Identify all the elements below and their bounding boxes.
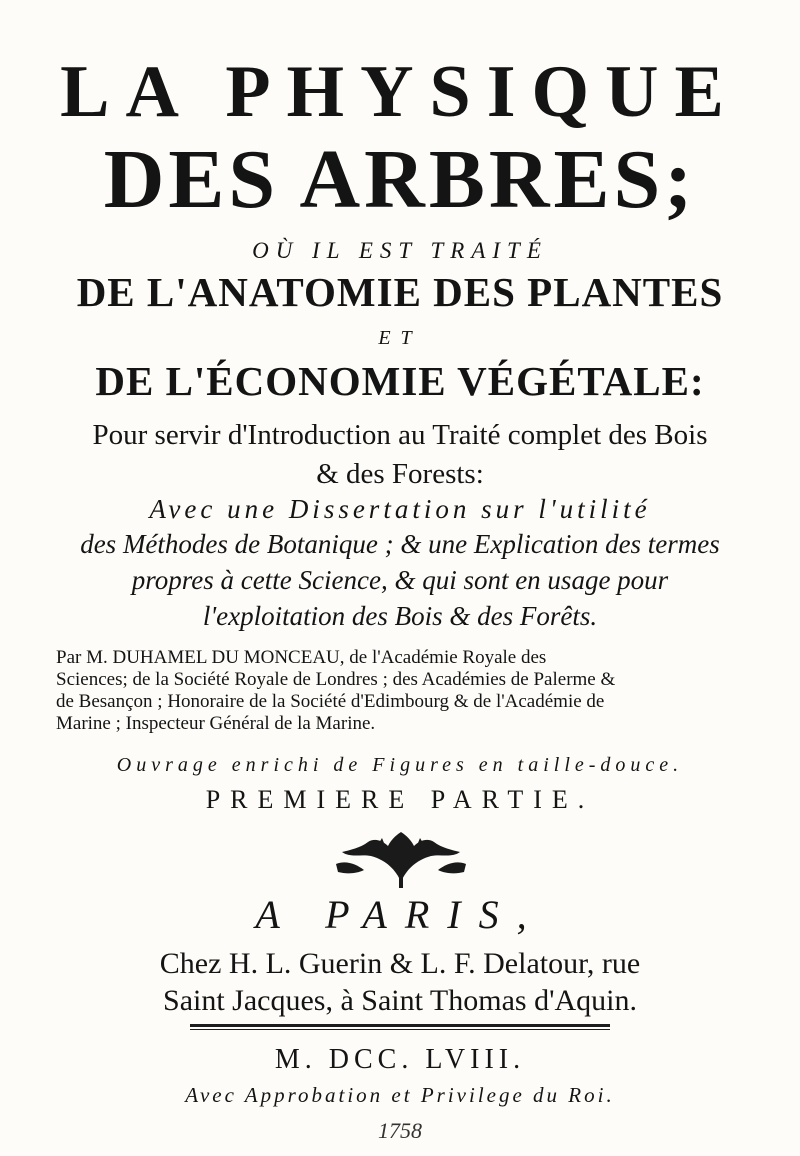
dissertation-line-3: propres à cette Science, & qui sont en usage pour (131, 565, 669, 595)
purpose-line-1: Pour servir d'Introduction au Traité complet des Bois (92, 419, 708, 451)
purpose-line-2: & des Forests: (316, 458, 484, 490)
author-line-3: de Besançon ; Honoraire de la Société d'Edimbourg & de l'Académie de (56, 691, 605, 712)
privilege-line: Avec Approbation et Privilege du Roi. (185, 1083, 615, 1107)
subtitle-et: ET (378, 327, 422, 349)
subtitle-economie: DE L'ÉCONOMIE VÉGÉTALE: (95, 358, 705, 404)
publisher-line: Chez H. L. Guerin & L. F. Delatour, rue (159, 947, 641, 980)
author-line-4: Marine ; Inspecteur Général de la Marine. (56, 713, 376, 734)
enriched-line: Ouvrage enrichi de Figures en taille-douce. (116, 754, 684, 776)
address-line: Saint Jacques, à Saint Thomas d'Aquin. (163, 984, 637, 1017)
divider-rule-thin (190, 1029, 610, 1030)
handwritten-note: 1758 (378, 1118, 422, 1143)
printer-ornament-icon (316, 830, 486, 890)
title-line-arbres: DES ARBRES; (103, 133, 697, 226)
part-line: PREMIERE PARTIE. (205, 785, 595, 814)
author-line-2: Sciences; de la Société Royale de Londres ; des Académies de Palerme & (56, 669, 616, 690)
divider-rule-thick (190, 1024, 610, 1027)
dissertation-line-1: Avec une Dissertation sur l'utilité (149, 494, 651, 524)
title-line-physique: LA PHYSIQUE (60, 51, 740, 133)
year-line: M. DCC. LVIII. (274, 1044, 526, 1075)
dissertation-line-2: des Méthodes de Botanique ; & une Explication des termes (80, 529, 720, 559)
city-line: A PARIS, (255, 892, 545, 937)
dissertation-line-4: l'exploitation des Bois & des Forêts. (202, 601, 598, 631)
subtitle-anatomie: DE L'ANATOMIE DES PLANTES (76, 269, 724, 315)
author-line-1: Par M. DUHAMEL DU MONCEAU, de l'Académie Royale des (56, 647, 547, 668)
subtitle-ou-il-est-traite: OÙ IL EST TRAITÉ (252, 238, 548, 263)
